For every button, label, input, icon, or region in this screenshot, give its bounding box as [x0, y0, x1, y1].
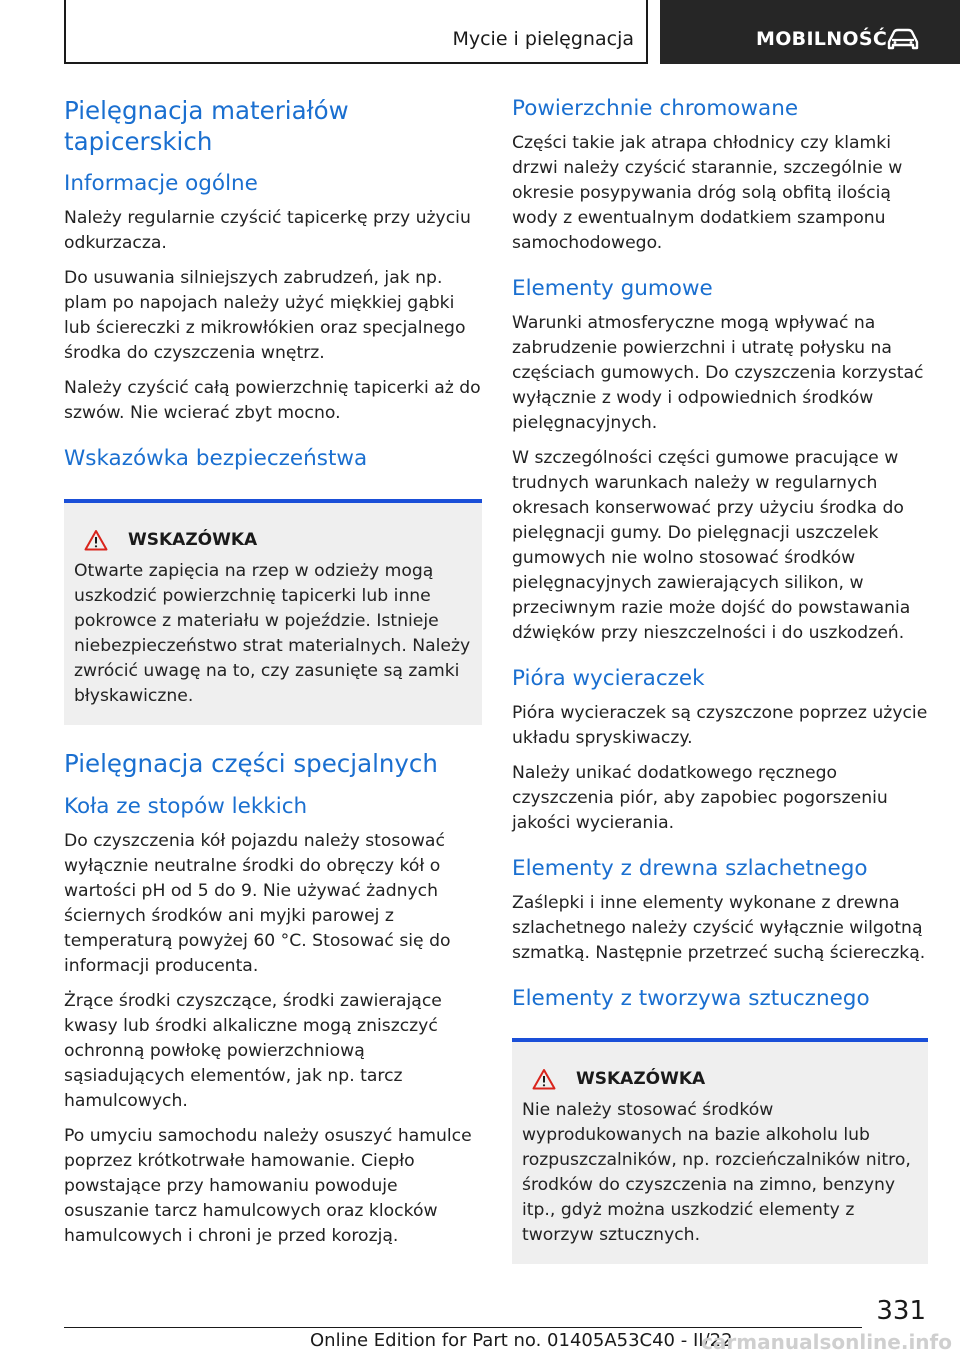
heading-general-info: Informacje ogólne	[64, 171, 258, 197]
paragraph: Należy unikać dodatkowego ręcznego czyszczenia piór, aby zapobiec pogorszeniu jakości wycierania.	[512, 762, 888, 833]
header-section-box	[64, 0, 648, 64]
paragraph: Części takie jak atrapa chłodnicy czy klamki drzwi należy czyścić starannie, szczególnie w okresie posypywania dróg solą obfitą ilością wody z ewentualnym dodatkiem szamponu samochodowego.	[512, 132, 903, 253]
paragraph: Zaślepki i inne elementy wykonane z drewna szlachetnego należy czyścić wyłącznie wilgotną szmatką. Następnie przetrzeć suchą ściereczką.	[512, 892, 926, 963]
footer-edition: Online Edition for Part no. 01405A53C40 - II/22	[310, 1330, 733, 1351]
warning-triangle-icon	[84, 529, 108, 551]
warning-box-plastic	[512, 1038, 928, 1264]
warning-header	[522, 1068, 918, 1090]
left-column	[64, 96, 482, 1259]
warning-triangle-icon	[532, 1068, 556, 1090]
car-icon	[886, 28, 920, 50]
paragraph: Pióra wycieraczek są czyszczone poprzez użycie układu spryskiwaczy.	[512, 702, 928, 748]
section-title: Mycie i pielęgnacja	[452, 28, 634, 50]
paragraph: Do usuwania silniejszych zabrudzeń, jak np. plam po napojach należy użyć miękkiej gąbki lub ściereczki z mikrowłókien oraz specjalnego środka do czyszczenia wnętrz.	[64, 268, 466, 364]
warning-title: WSKAZÓWKA	[576, 1069, 706, 1090]
heading-chrome-surfaces: Powierzchnie chromowane	[512, 96, 799, 121]
heading-plastic-parts: Elementy z tworzywa sztucznego	[512, 985, 870, 1011]
paragraph: Do czyszczenia kół pojazdu należy stosować wyłącznie neutralne środki do obręczy kół o wartości pH od 5 do 9. Nie używać żadnych ściernych środków ani myjki parowej z temperaturą powyżej 60 °C. Stosować się do informacji producenta.	[64, 830, 451, 976]
watermark-text: carmanualsonline.info	[701, 1330, 952, 1354]
warning-title: WSKAZÓWKA	[128, 530, 258, 550]
right-column	[512, 96, 928, 1288]
paragraph: Żrące środki czyszczące, środki zawierające kwasy lub środki alkaliczne mogą zniszczyć ochronną powłokę powierzchniową sąsiadujących elementów, jak np. tarcz hamulcowych.	[64, 990, 442, 1111]
heading-wiper-blades: Pióra wycieraczek	[512, 665, 705, 691]
heading-alloy-wheels: Koła ze stopów lekkich	[64, 793, 308, 819]
heading-rubber-parts: Elementy gumowe	[512, 275, 713, 301]
warning-text: Otwarte zapięcia na rzep w odzieży mogą uszkodzić powierzchnię tapicerki lub inne pokrowce z materiału w pojeździe. Istnieje niebezpieczeństwo strat materialnych. Należy zwrócić uwagę na to, czy zasunięte są zamki błyskawiczne.	[74, 561, 471, 706]
paragraph: Po umyciu samochodu należy osuszyć hamulce poprzez krótkotrwałe hamowanie. Ciepło powstające przy hamowaniu powoduje osuszanie tarcz hamulcowych oraz klocków hamulcowych i chroni je przed korozją.	[64, 1125, 472, 1246]
heading-safety-note: Wskazówka bezpieczeństwa	[64, 446, 368, 472]
paragraph: Należy czyścić całą powierzchnię tapicerki aż do szwów. Nie wcierać zbyt mocno.	[64, 378, 481, 424]
heading-fine-wood-parts: Elementy z drewna szlachetnego	[512, 855, 868, 881]
warning-text: Nie należy stosować środków wyprodukowanych na bazie alkoholu lub rozpuszczalników, np. rozcieńczalników nitro, środków do czyszczenia na zimno, benzyny itp., gdyż można uszkodzić elementy z tworzyw sztucznych.	[522, 1100, 911, 1246]
heading-special-parts-care: Pielęgnacja części specjalnych	[64, 749, 438, 778]
warning-box-upholstery	[64, 499, 482, 725]
warning-header	[74, 529, 472, 551]
header-category-box	[660, 0, 960, 64]
category-label: MOBILNOŚĆ	[756, 28, 888, 50]
heading-upholstery-care: Pielęgnacja materiałów tapicerskich	[64, 96, 349, 156]
paragraph: W szczególności części gumowe pracujące w trudnych warunkach należy w regularnych okresach konserwować przy użyciu środka do pielęgnacji gumy. Do pielęgnacji uszczelek gumowych nie wolno stosować środków pielęgnacyjnych zawierających silikon, w przeciwnym razie może dojść do powstawania dźwięków przy nieszczelności i do uszkodzeń.	[512, 447, 911, 643]
paragraph: Należy regularnie czyścić tapicerkę przy użyciu odkurzacza.	[64, 208, 471, 254]
paragraph: Warunki atmosferyczne mogą wpływać na zabrudzenie powierzchni i utratę połysku na częściach gumowych. Do czyszczenia korzystać wyłącznie z wody i odpowiednich środków pielęgnacyjnych.	[512, 312, 924, 433]
page-number: 331	[876, 1296, 926, 1326]
footer-divider	[64, 1327, 862, 1328]
